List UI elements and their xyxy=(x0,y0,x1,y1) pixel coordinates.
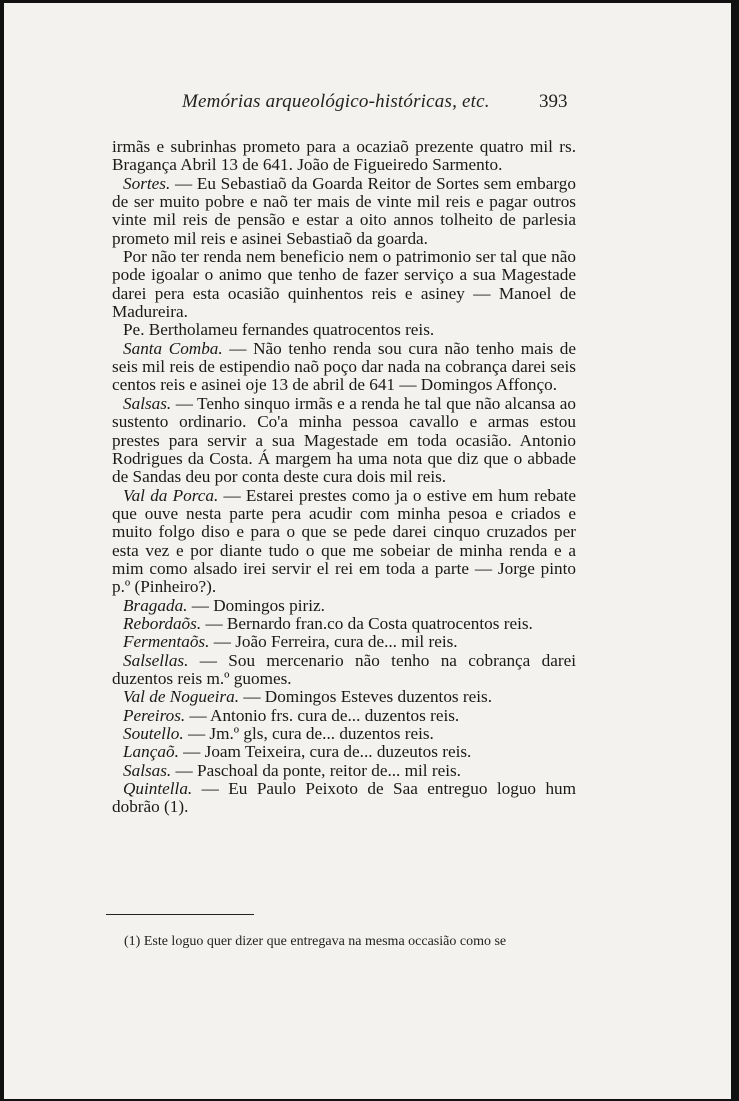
book-page xyxy=(4,3,731,1099)
paragraph-text: — Domingos piriz. xyxy=(187,595,325,615)
paragraph-text: — Paschoal da ponte, reitor de... mil reis. xyxy=(171,760,461,780)
place-name: Soutello. xyxy=(123,724,184,743)
paragraph xyxy=(112,743,576,761)
paragraph-text: — Joam Teixeira, cura de... duzeutos reis. xyxy=(178,742,472,762)
paragraph xyxy=(112,487,576,597)
place-name: Rebordaõs. xyxy=(123,613,202,633)
paragraph-text: — Eu Paulo Peixoto de Saa entreguo loguo hum dobrão (1). xyxy=(112,779,576,817)
place-name: Pereiros. xyxy=(123,705,186,725)
page-header xyxy=(4,91,731,117)
place-name: Salsas. xyxy=(123,393,172,413)
paragraph-text: — Estarei prestes como ja o estive em hum rebate que ouve nesta parte pera acudir com minha pesoa e criados e muito folgo diso e para o que se pede darei cinquo cruzados per esta vez e por diante tudo o que me sobeiar de minha renda e a mim como alsado irei servir el rei em toda a parte — Jorge pinto p.º (Pinheiro?). xyxy=(112,485,576,597)
paragraph-text: — Tenho sinquo irmãs e a renda he tal que não alcansa ao sustento ordinario. Co'a minha pessoa cavallo e armas estou prestes para servir a sua Magestade em toda ocasião. Antonio Rodrigues da Costa. Á margem ha uma nota que diz que o abbade de Sandas deu por conta deste cura dois mil reis. xyxy=(112,393,576,487)
place-name: Salsellas. xyxy=(123,650,189,670)
place-name: Fermentaõs. xyxy=(123,632,210,652)
paragraph-text: — Eu Sebastiaõ da Goarda Reitor de Sortes sem embargo de ser muito pobre e naõ ter mais de vinte mil reis e pagar outros vinte mil reis de pensão e estar a oito annos tolheito de parlesia prometo mil reis e asinei Sebastiaõ da goarda. xyxy=(112,173,576,248)
place-name: Santa Comba. xyxy=(123,338,223,358)
footnote-divider xyxy=(106,914,254,915)
paragraph xyxy=(112,652,576,689)
paragraph-text: — Jm.º gls, cura de... duzentos reis. xyxy=(183,724,434,743)
paragraph-text: irmãs e subrinhas prometo para a ocaziaõ prezente quatro mil rs. Bragança Abril 13 de 641. João de Figueiredo Sarmento. xyxy=(112,137,576,175)
paragraph xyxy=(112,321,576,339)
paragraph xyxy=(112,707,576,725)
paragraph-text: — Domingos Esteves duzentos reis. xyxy=(239,687,493,707)
paragraph xyxy=(112,615,576,633)
paragraph xyxy=(112,780,576,817)
place-name: Salsas. xyxy=(123,760,172,780)
place-name: Bragada. xyxy=(123,595,188,615)
paragraph-text: — Antonio frs. cura de... duzentos reis. xyxy=(185,705,460,725)
place-name: Lançaõ. xyxy=(123,742,179,762)
paragraph xyxy=(112,762,576,780)
paragraph xyxy=(112,725,576,743)
paragraph xyxy=(112,688,576,706)
place-name: Sortes. xyxy=(123,173,171,193)
page-number: 393 xyxy=(539,91,568,112)
paragraph xyxy=(112,597,576,615)
paragraph-text: — João Ferreira, cura de... mil reis. xyxy=(209,632,458,652)
paragraph xyxy=(112,340,576,395)
place-name: Val de Nogueira. xyxy=(123,687,240,707)
body-text xyxy=(112,138,576,817)
paragraph-text: Pe. Bertholameu fernandes quatrocentos reis. xyxy=(123,320,435,340)
place-name: Quintella. xyxy=(123,779,193,799)
running-title: Memórias arqueológico-históricas, etc. xyxy=(182,91,490,112)
paragraph xyxy=(112,138,576,175)
place-name: Val da Porca. xyxy=(123,485,219,505)
paragraph-text: — Não tenho renda sou cura não tenho mais de seis mil reis de estipendio naõ poço dar nada na cobrança darei seis centos reis e asinei oje 13 de abril de 641 — Domingos Affonço. xyxy=(112,338,576,395)
paragraph xyxy=(112,395,576,487)
paragraph-text: Por não ter renda nem beneficio nem o patrimonio ser tal que não pode igoalar o animo que tenho de fazer serviço a sua Magestade darei pera esta ocasião quinhentos reis e asiney — Manoel de Madureira. xyxy=(112,247,576,322)
footnote: (1) Este loguo quer dizer que entregava na mesma occasião como se xyxy=(124,934,507,949)
paragraph xyxy=(112,175,576,248)
paragraph-text: — Sou mercenario não tenho na cobrança darei duzentos reis m.º guomes. xyxy=(112,650,576,688)
paragraph-text: — Bernardo fran.co da Costa quatrocentos reis. xyxy=(201,613,533,633)
paragraph xyxy=(112,633,576,651)
paragraph xyxy=(112,248,576,321)
